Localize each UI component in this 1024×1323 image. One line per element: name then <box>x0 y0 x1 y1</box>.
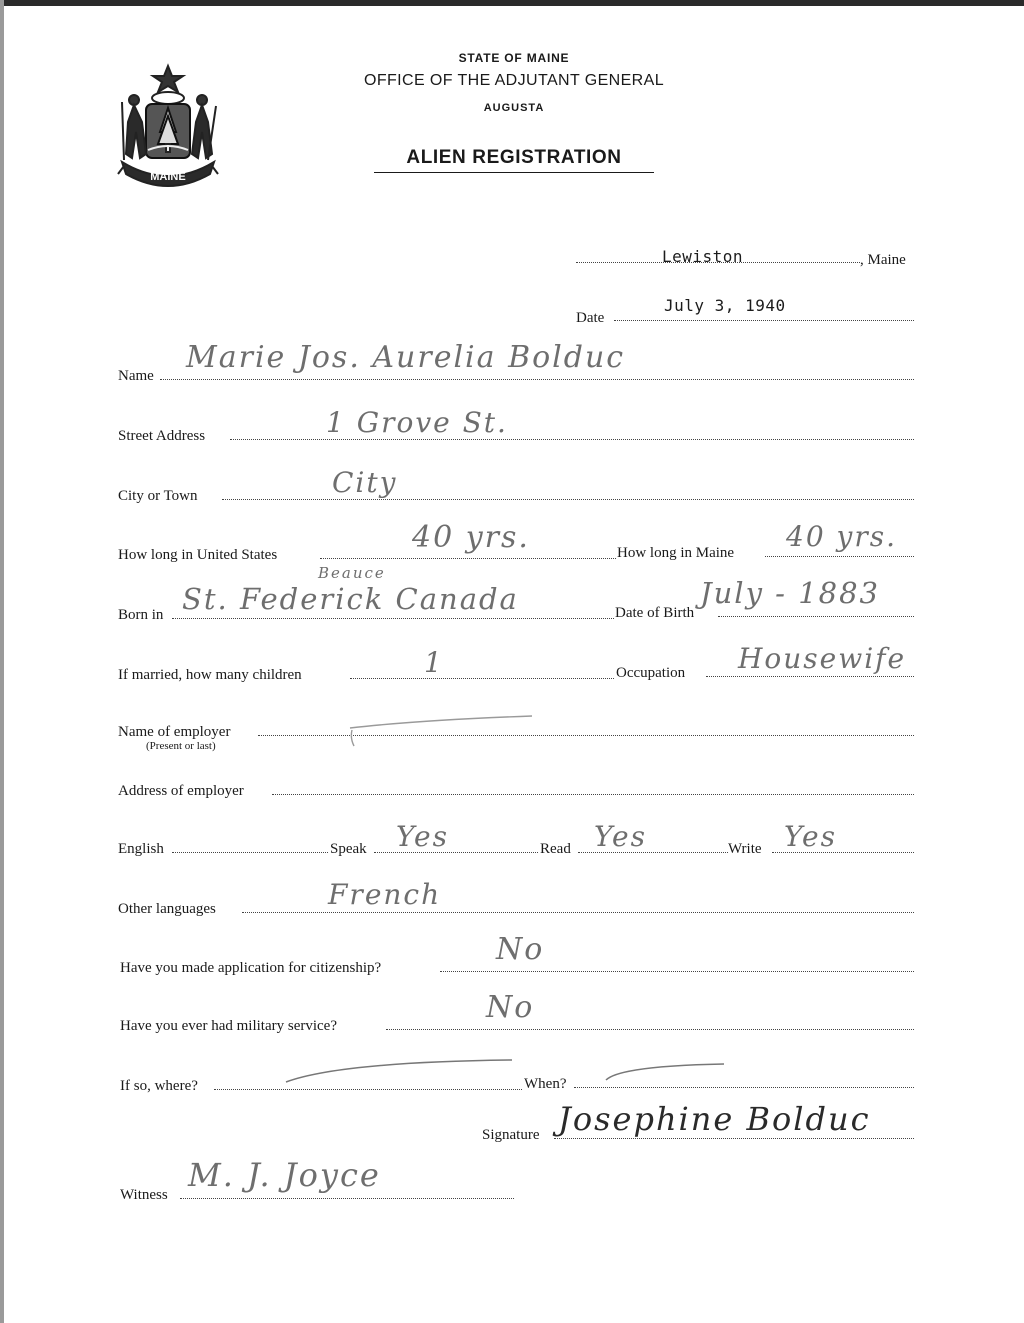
date-value: July 3, 1940 <box>664 296 786 315</box>
signature-label: Signature <box>482 1127 540 1143</box>
employer-name-dash <box>340 712 540 752</box>
children-line <box>350 678 614 679</box>
speak-value: Yes <box>396 820 449 853</box>
english-line <box>172 852 328 853</box>
how-long-us-line <box>320 558 616 559</box>
form-title: ALIEN REGISTRATION <box>374 147 654 173</box>
date-of-birth-label: Date of Birth <box>615 605 695 621</box>
read-label: Read <box>540 841 571 857</box>
city-or-town-label: City or Town <box>118 488 198 504</box>
if-so-where-label: If so, where? <box>120 1078 198 1094</box>
employer-address-label: Address of employer <box>118 783 244 799</box>
employer-name-label: Name of employer <box>118 724 231 740</box>
date-of-birth-line <box>718 616 914 617</box>
witness-label: Witness <box>120 1187 168 1203</box>
signature-line <box>554 1138 914 1139</box>
name-line <box>160 379 914 380</box>
name-value: Marie Jos. Aurelia Bolduc <box>186 340 626 375</box>
children-value: 1 <box>424 646 444 679</box>
witness-value: M. J. Joyce <box>188 1156 381 1194</box>
other-languages-value: French <box>328 878 442 911</box>
military-label: Have you ever had military service? <box>120 1018 337 1034</box>
scan-edge-top <box>0 0 1024 6</box>
employer-address-line <box>272 794 914 795</box>
children-label: If married, how many children <box>118 667 302 683</box>
when-label: When? <box>524 1076 567 1092</box>
street-address-label: Street Address <box>118 428 206 444</box>
if-so-where-dash <box>280 1052 520 1092</box>
signature-value: Josephine Bolduc <box>558 1100 871 1138</box>
occupation-value: Housewife <box>738 642 907 675</box>
military-line <box>386 1029 914 1030</box>
write-label: Write <box>728 841 762 857</box>
citizenship-value: No <box>496 932 545 967</box>
how-long-maine-value: 40 yrs. <box>786 520 898 553</box>
seal-text: MAINE <box>150 171 186 183</box>
employer-name-sublabel: (Present or last) <box>146 740 216 752</box>
how-long-us-value: 40 yrs. <box>412 520 530 555</box>
city-or-town-line <box>222 499 914 500</box>
header-state: STATE OF MAINE <box>458 51 570 65</box>
born-in-line <box>172 618 614 619</box>
date-of-birth-value: July - 1883 <box>700 576 880 610</box>
read-value: Yes <box>594 820 647 853</box>
header-office: OFFICE OF THE ADJUTANT GENERAL <box>363 72 665 89</box>
other-languages-label: Other languages <box>118 901 216 917</box>
city-or-town-value: City <box>332 466 398 499</box>
english-label: English <box>118 841 164 857</box>
date-label: Date <box>576 310 605 326</box>
occupation-label: Occupation <box>616 665 686 681</box>
location-city: Lewiston <box>662 247 744 266</box>
born-in-label: Born in <box>118 607 164 623</box>
name-label: Name <box>118 368 154 384</box>
occupation-line <box>706 676 914 677</box>
how-long-maine-line <box>765 556 914 557</box>
citizenship-label: Have you made application for citizenship? <box>120 960 382 976</box>
military-value: No <box>486 990 535 1025</box>
location-suffix: , Maine <box>860 252 906 268</box>
citizenship-line <box>440 971 914 972</box>
scan-edge-left <box>0 0 4 1323</box>
how-long-maine-label: How long in Maine <box>617 545 735 561</box>
born-in-value: St. Federick Canada <box>182 582 519 616</box>
speak-label: Speak <box>330 841 367 857</box>
date-line <box>614 320 914 321</box>
other-languages-line <box>242 912 914 913</box>
when-dash <box>600 1058 730 1088</box>
witness-line <box>180 1198 514 1199</box>
street-address-line <box>230 439 914 440</box>
street-address-value: 1 Grove St. <box>326 406 508 439</box>
write-value: Yes <box>784 820 837 853</box>
born-in-annotation: Beauce <box>318 564 386 582</box>
how-long-us-label: How long in United States <box>118 547 278 563</box>
header-city: AUGUSTA <box>483 102 545 114</box>
